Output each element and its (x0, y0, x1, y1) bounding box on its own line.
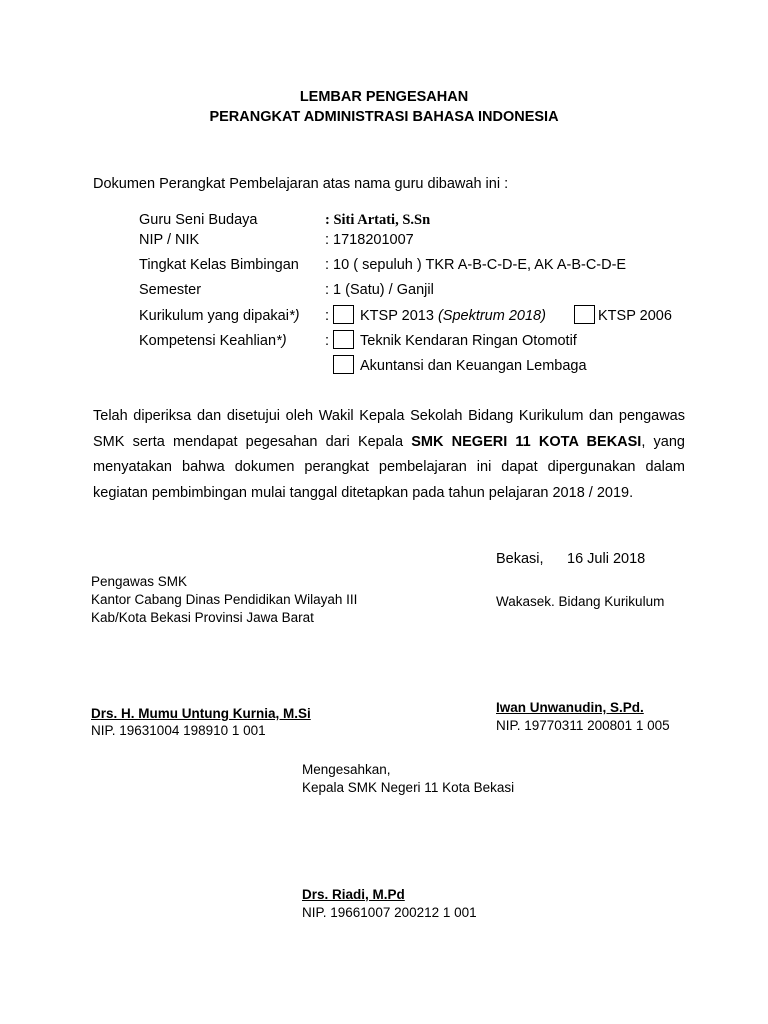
kompetensi-label-text: Kompetensi Keahlian (139, 333, 277, 349)
kurikulum-label-text: Kurikulum yang dipakai (139, 308, 289, 324)
ktsp2006-label: KTSP 2006 (598, 308, 672, 324)
document-title-line1: LEMBAR PENGESAHAN (299, 89, 469, 105)
date-value: 16 Juli 2018 (567, 551, 646, 567)
kompetensi-mark: *) (276, 333, 287, 349)
right-signer-nip: NIP. 19770311 200801 1 005 (496, 718, 670, 733)
ktsp2006-checkbox[interactable] (574, 305, 595, 324)
nip-value: : 1718201007 (325, 232, 414, 248)
school-name: SMK NEGERI 11 KOTA BEKASI (411, 433, 642, 450)
semester-label: Semester (139, 282, 202, 298)
kompetensi-label (139, 333, 287, 349)
left-role1: Pengawas SMK (91, 574, 188, 589)
nip-label: NIP / NIK (139, 232, 200, 248)
guru-label: Guru Seni Budaya (139, 212, 258, 228)
left-signer-name: Drs. H. Mumu Untung Kurnia, M.Si (91, 706, 311, 721)
kurikulum-mark: *) (288, 308, 300, 324)
intro-text: Dokumen Perangkat Pembelajaran atas nama guru dibawah ini : (93, 176, 509, 192)
approval-paragraph (93, 404, 685, 506)
right-signer-name: Iwan Unwanudin, S.Pd. (496, 700, 644, 715)
kurikulum-colon: : (325, 308, 330, 324)
right-role: Wakasek. Bidang Kurikulum (496, 594, 665, 609)
kompetensi-opt2-label: Akuntansi dan Keuangan Lembaga (360, 358, 587, 374)
kompetensi-colon: : (325, 333, 330, 349)
bottom-role2: Kepala SMK Negeri 11 Kota Bekasi (302, 780, 515, 795)
kompetensi-opt1-checkbox[interactable] (333, 330, 354, 349)
ktsp2013-note: (Spektrum 2018) (437, 308, 546, 324)
left-role2: Kantor Cabang Dinas Pendidikan Wilayah III (91, 592, 358, 607)
tingkat-label: Tingkat Kelas Bimbingan (139, 257, 299, 273)
semester-value: : 1 (Satu) / Ganjil (325, 282, 434, 298)
tingkat-value: : 10 ( sepuluh ) TKR A-B-C-D-E, AK A-B-C-D-E (325, 257, 627, 273)
date-place: Bekasi, (496, 551, 544, 567)
paragraph-part1: Telah diperiksa dan disetujui oleh Wakil Kepala Sekolah Bidang Kurikulum dan pengawas SMK serta mendapat pegesahan dari Kepala (93, 408, 685, 450)
ktsp2013-option (360, 308, 546, 324)
guru-value: : Siti Artati, S.Sn (325, 212, 431, 228)
bottom-role1: Mengesahkan, (302, 762, 391, 777)
kompetensi-opt2-checkbox[interactable] (333, 355, 354, 374)
bottom-signer-name: Drs. Riadi, M.Pd (302, 887, 405, 902)
ktsp2013-checkbox[interactable] (333, 305, 354, 324)
ktsp2013-label: KTSP 2013 (360, 308, 434, 324)
bottom-signer-nip: NIP. 19661007 200212 1 001 (302, 905, 477, 920)
kompetensi-opt1-label: Teknik Kendaran Ringan Otomotif (360, 333, 577, 349)
left-role3: Kab/Kota Bekasi Provinsi Jawa Barat (91, 610, 314, 625)
left-signer-nip: NIP. 19631004 198910 1 001 (91, 723, 266, 738)
document-title-line2: PERANGKAT ADMINISTRASI BAHASA INDONESIA (209, 109, 559, 125)
kurikulum-label (139, 308, 299, 324)
paragraph-part2: , yang menyatakan bahwa dokumen perangkat pembelajaran ini dapat dipergunakan dalam kegiatan pembimbingan mulai tanggal ditetapkan pada tahun pelajaran 2018 / 2019. (93, 433, 685, 501)
